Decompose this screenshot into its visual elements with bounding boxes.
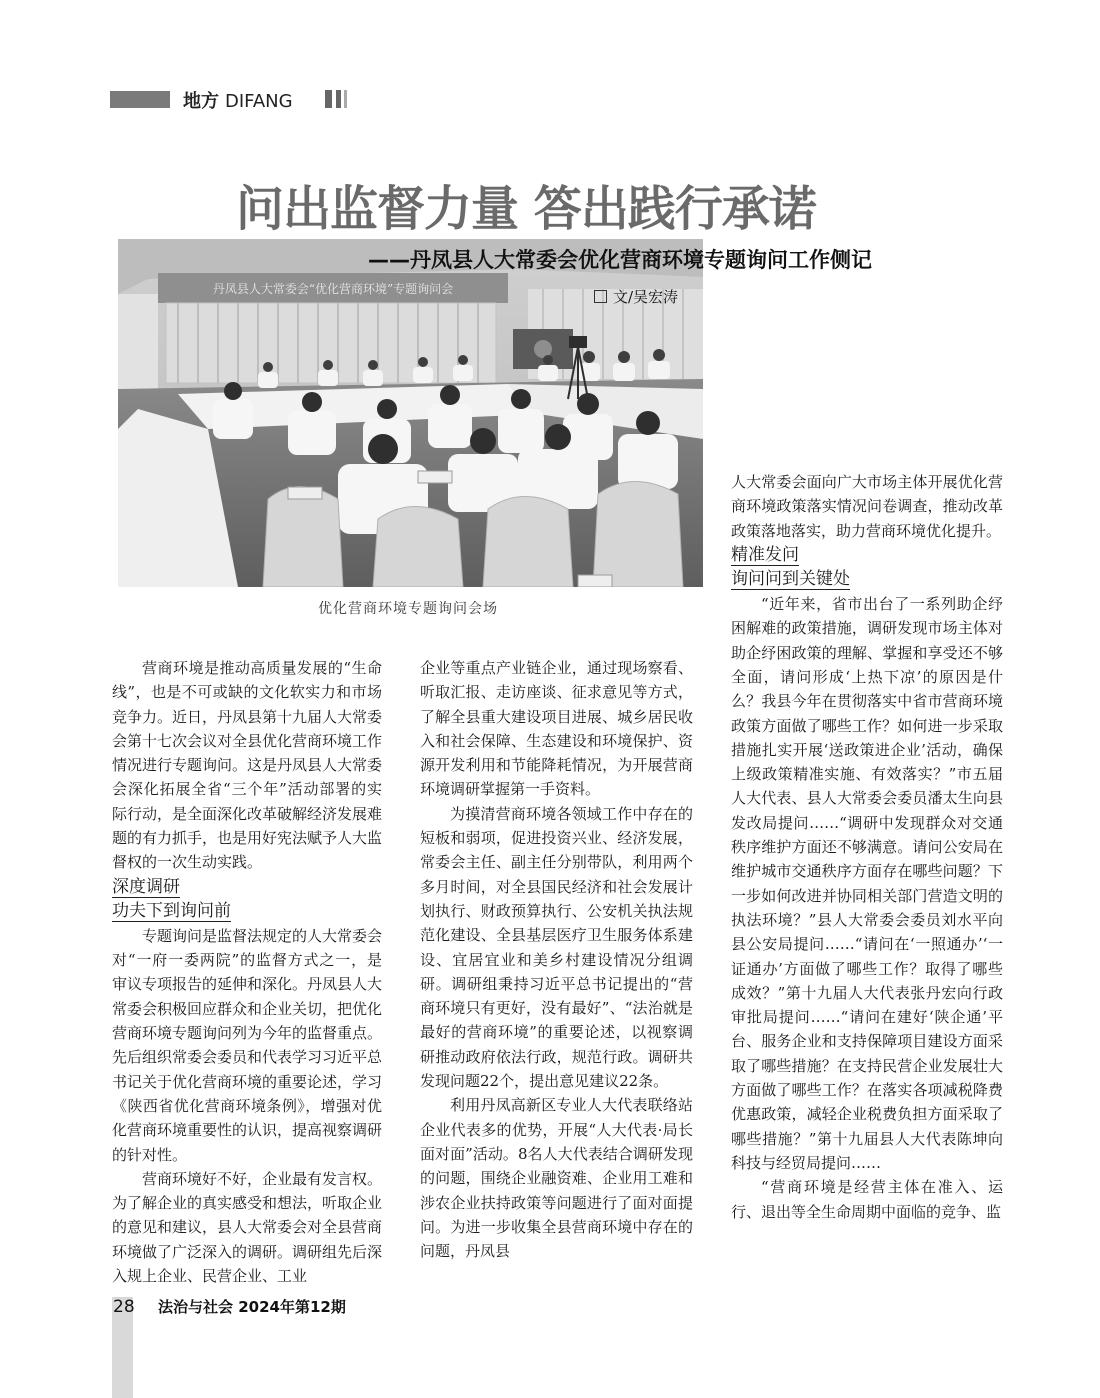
- byline-square-icon: [594, 290, 607, 303]
- section-heading: 询问问到关键处: [731, 569, 850, 590]
- section-mark: [325, 90, 332, 108]
- paragraph: 专题询问是监督法规定的人大常委会对“一府一委两院”的监督方式之一，是审议专项报告的延伸和深化。丹凤县人大常委会积极回应群众和企业关切，把优化营商环境专题询问列为今年的监督重点。先后组织常委会委员和代表学习习近平总书记关于优化营商环境的重要论述，学习《陕西省优化营商环境条例》，增强对优化营商环境重要性的认识，提高视察调研的针对性。: [112, 926, 383, 1164]
- paragraph: 营商环境好不好，企业最有发言权。为了解企业的真实感受和想法，听取企业的意见和建议，县人大常委会对全县营商环境做了广泛深入的调研。调研组先后深入规上企业、民营企业、工业: [112, 1169, 383, 1286]
- section-name-cn: 地方: [183, 91, 219, 112]
- photo-caption: 优化营商环境专题询问会场: [318, 601, 498, 617]
- byline-text: 文/吴宏涛: [613, 288, 679, 306]
- paragraph: “营商环境是经营主体在准入、运行、退出等全生命周期中面临的竞争、监: [731, 1178, 1003, 1221]
- article-title: 问出监督力量 答出践行承诺: [236, 181, 816, 237]
- byline: [594, 286, 678, 307]
- article-subtitle: ——丹凤县人大常委会优化营商环境专题询问工作侧记: [368, 248, 872, 272]
- paragraph: 利用丹凤高新区专业人大代表联络站企业代表多的优势，开展“人大代表·局长面对面”活动。8名人大代表结合调研发现的问题，围绕企业融资难、企业用工难和涉农企业扶持政策等问题进行了面对面提问。为进一步收集全县营商环境中存在的问题，丹凤县: [420, 1096, 693, 1261]
- section-heading: 深度调研: [112, 876, 180, 897]
- paragraph: “近年来，省市出台了一系列助企纾困解难的政策措施，调研发现市场主体对助企纾困政策的理解、掌握和享受还不够全面，请问形成‘上热下凉’的原因是什么？我县今年在贯彻落实中省市营商环境政策方面做了哪些工作？如何进一步采取措施扎实开展‘送政策进企业’活动，确保上级政策精准实施、有效落实？”市五届人大代表、县人大常委会委员潘太生向县发改局提问……“调研中发现群众对交通秩序维护方面还不够满意。请问公安局在维护城市交通秩序方面存在哪些问题？下一步如何改进并协同相关部门营造文明的执法环境？”县人大常委会委员刘水平向县公安局提问……“请问在‘一照通办’‘一证通办’方面做了哪些工作？取得了哪些成效？”第十九届人大代表张丹宏向行政审批局提问……“请问在建好‘陕企通’平台、服务企业和支持保障项目建设方面采取了哪些措施？在支持民营企业发展壮大方面做了哪些工作？在落实各项减税降费优惠政策，减轻企业税费负担方面采取了哪些措施？”第十九届县人大代表陈坤向科技与经贸局提问……: [731, 595, 1003, 1172]
- journal-footer: 法治与社会 2024年第12期: [158, 1298, 346, 1316]
- photo-banner-text: 丹凤县人大常委会“优化营商环境”专题询问会: [212, 282, 454, 296]
- section-heading: 精准发问: [731, 544, 799, 565]
- page-number: 28: [113, 1297, 135, 1317]
- section-mark: [344, 90, 347, 108]
- section-mark: [336, 90, 341, 108]
- text-column-3: [731, 470, 1003, 1224]
- paragraph: 企业等重点产业链企业，通过现场察看、听取汇报、走访座谈、征求意见等方式，了解全县重大建设项目进展、城乡居民收入和社会保障、生态建设和环境保护、资源开发利用和节能降耗情况，为开展营商环境调研掌握第一手资料。: [420, 659, 693, 799]
- paragraph: 人大常委会面向广大市场主体开展优化营商环境政策落实情况问卷调查，推动改革政策落地落实，助力营商环境优化提升。: [731, 473, 1003, 540]
- section-bar: [110, 91, 170, 108]
- section-label: [183, 87, 293, 113]
- text-column-2: [420, 656, 693, 1263]
- paragraph: 营商环境是推动高质量发展的“生命线”，也是不可或缺的文化软实力和市场竞争力。近日，丹凤县第十九届人大常委会第十七次会议对全县优化营商环境工作情况进行专题询问。这是丹凤县人大常委会深化拓展全省“三个年”活动部署的实际行动，是全面深化改革破解经济发展难题的有力抓手，也是用好宪法赋予人大监督权的一次生动实践。: [112, 659, 383, 872]
- text-column-1: [112, 656, 382, 1288]
- section-heading: 功夫下到询问前: [112, 901, 231, 922]
- paragraph: 为摸清营商环境各领域工作中存在的短板和弱项，促进投资兴业、经济发展，常委会主任、副主任分别带队，利用两个多月时间，对全县国民经济和社会发展计划执行、财政预算执行、公安机关执法规范化建设、全县基层医疗卫生服务体系建设、宜居宜业和美乡村建设情况分组调研。调研组秉持习近平总书记提出的“营商环境只有更好，没有最好”、“法治就是最好的营商环境”的重要论述，以视察调研推动政府依法行政，规范行政。调研共发现问题22个，提出意见建议22条。: [420, 804, 693, 1091]
- section-name-en: DIFANG: [225, 91, 293, 112]
